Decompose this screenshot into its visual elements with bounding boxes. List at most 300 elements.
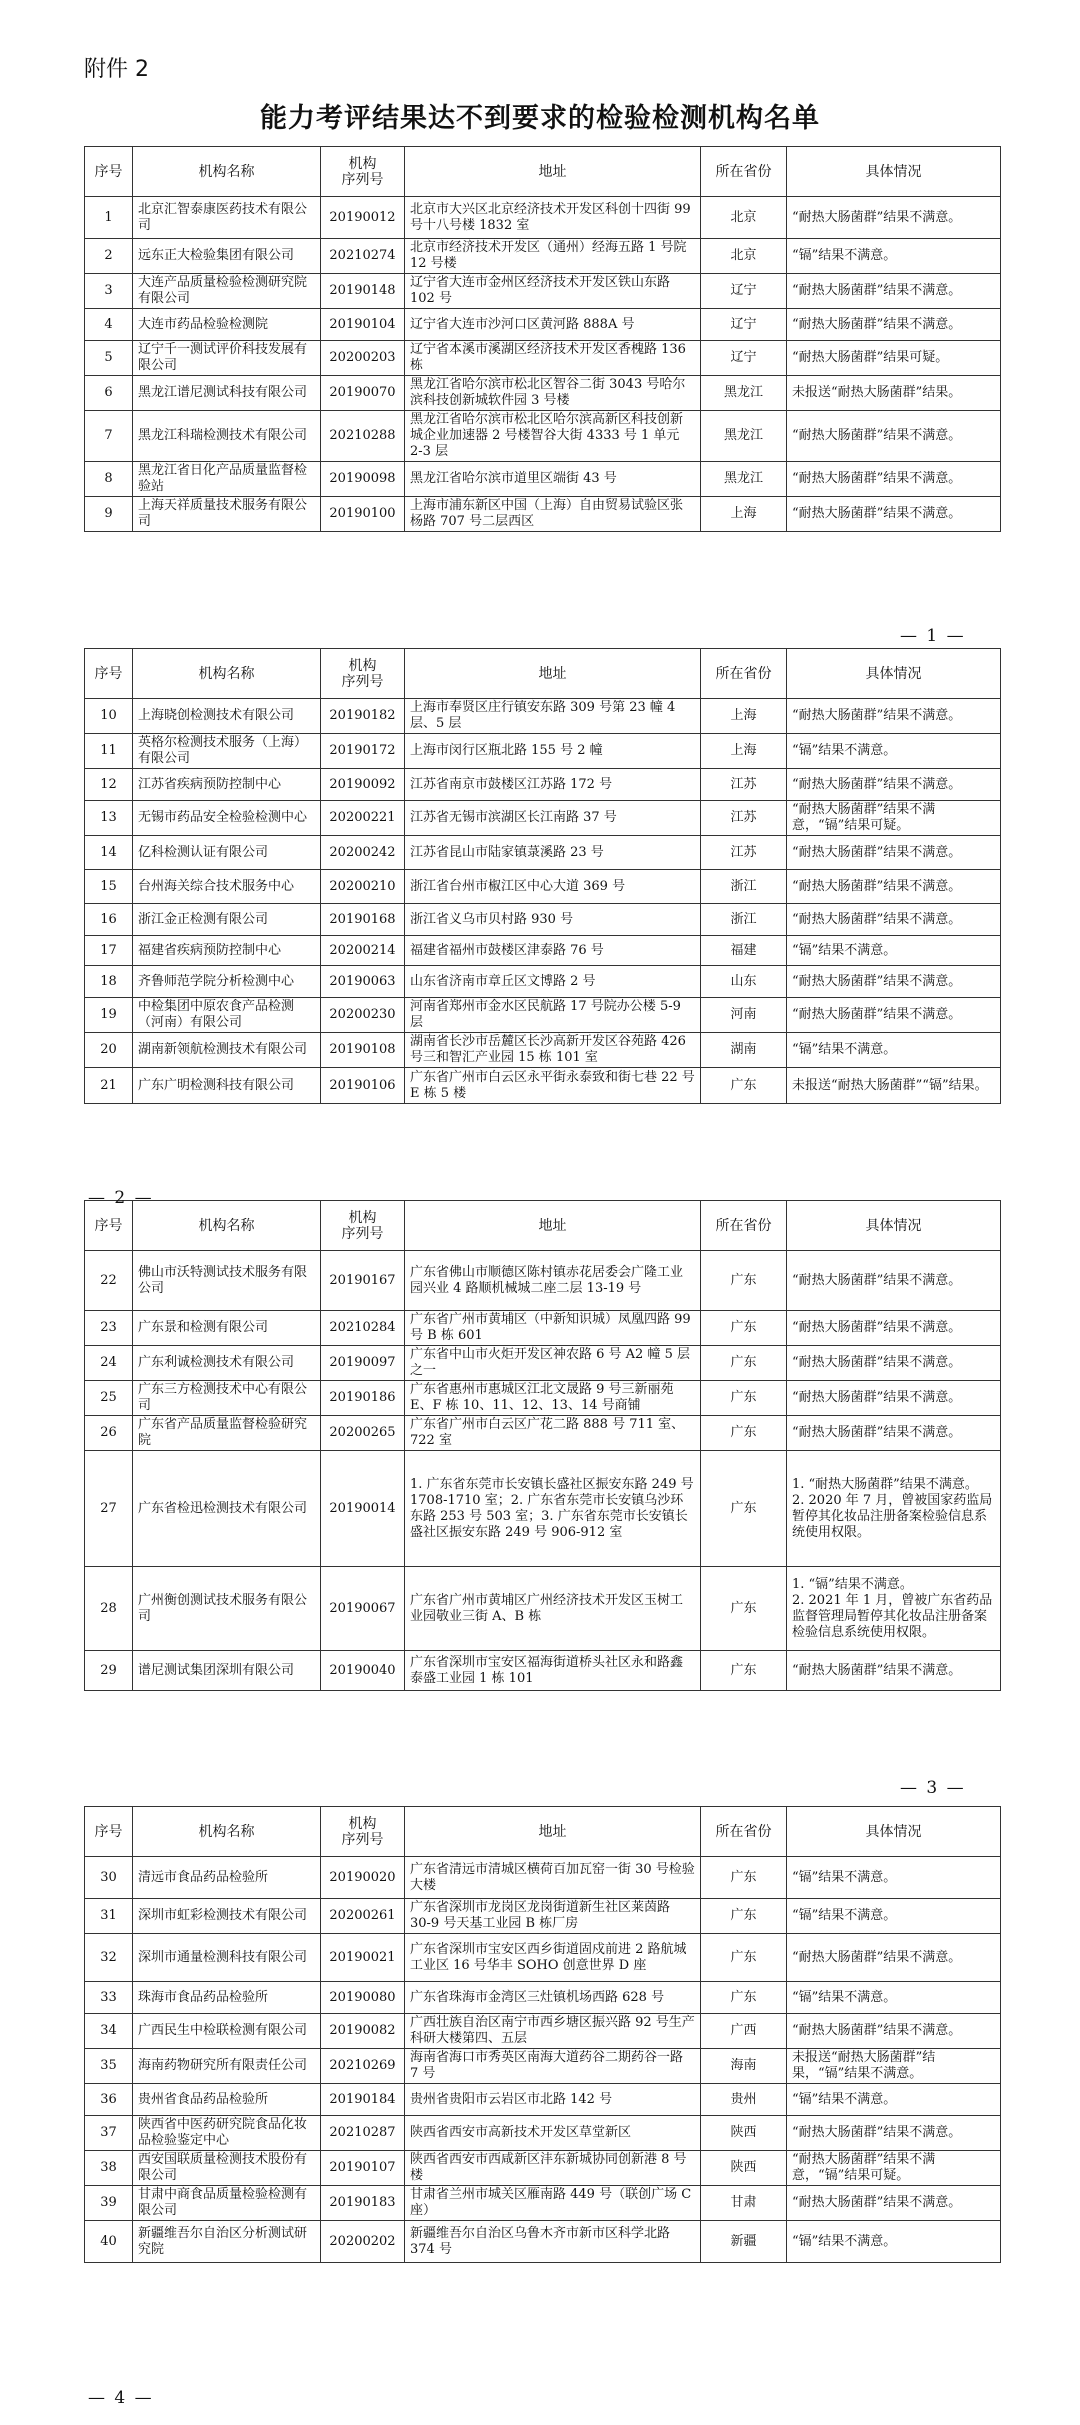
cell-province: 广东 — [701, 1381, 787, 1416]
cell-row-number: 12 — [85, 769, 133, 801]
cell-serial-number: 20190106 — [321, 1068, 405, 1104]
cell-institution-name: 湖南新领航检测技术有限公司 — [133, 1033, 321, 1068]
cell-serial-number: 20200230 — [321, 998, 405, 1033]
cell-address: 陕西省西安市西咸新区沣东新城协同创新港 8 号楼 — [405, 2151, 701, 2186]
cell-province: 广东 — [701, 1899, 787, 1934]
cell-status: “耐热大肠菌群”结果不满意。 — [787, 870, 1001, 904]
table-row — [85, 1451, 1001, 1567]
cell-serial-number: 20210287 — [321, 2116, 405, 2151]
cell-row-number: 8 — [85, 462, 133, 497]
cell-status: “耐热大肠菌群”结果不满意。 — [787, 2186, 1001, 2221]
cell-serial-number: 20190100 — [321, 497, 405, 532]
cell-status: “耐热大肠菌群”结果不满意。 — [787, 2116, 1001, 2151]
cell-status: “镉”结果不满意。 — [787, 734, 1001, 769]
cell-row-number: 32 — [85, 1934, 133, 1982]
cell-institution-name: 广东省检迅检测技术有限公司 — [133, 1451, 321, 1567]
cell-serial-number: 20200261 — [321, 1899, 405, 1934]
cell-province: 贵州 — [701, 2084, 787, 2116]
table-row — [85, 1934, 1001, 1982]
cell-province: 海南 — [701, 2049, 787, 2084]
table-row — [85, 341, 1001, 376]
cell-row-number: 20 — [85, 1033, 133, 1068]
cell-row-number: 29 — [85, 1651, 133, 1691]
cell-row-number: 27 — [85, 1451, 133, 1567]
table-row — [85, 734, 1001, 769]
cell-institution-name: 谱尼测试集团深圳有限公司 — [133, 1651, 321, 1691]
cell-serial-number: 20200242 — [321, 836, 405, 870]
cell-province: 北京 — [701, 239, 787, 274]
cell-serial-number: 20190040 — [321, 1651, 405, 1691]
cell-status: “镉”结果不满意。 — [787, 936, 1001, 966]
cell-serial-number: 20190082 — [321, 2014, 405, 2049]
cell-address: 上海市浦东新区中国（上海）自由贸易试验区张杨路 707 号二层西区 — [405, 497, 701, 532]
cell-row-number: 39 — [85, 2186, 133, 2221]
table-row — [85, 239, 1001, 274]
table-row — [85, 274, 1001, 309]
cell-row-number: 25 — [85, 1381, 133, 1416]
column-header-status: 具体情况 — [787, 649, 1001, 699]
table-row — [85, 1567, 1001, 1651]
column-header-province: 所在省份 — [701, 147, 787, 197]
cell-address: 新疆维吾尔自治区乌鲁木齐市新市区科学北路 374 号 — [405, 2221, 701, 2263]
cell-row-number: 24 — [85, 1346, 133, 1381]
cell-status: “耐热大肠菌群”结果不满意。 — [787, 904, 1001, 936]
column-header-province: 所在省份 — [701, 649, 787, 699]
table-row — [85, 1346, 1001, 1381]
cell-row-number: 16 — [85, 904, 133, 936]
column-header-row-number: 序号 — [85, 1807, 133, 1857]
cell-row-number: 5 — [85, 341, 133, 376]
table-row — [85, 1857, 1001, 1899]
cell-row-number: 6 — [85, 376, 133, 411]
cell-address: 北京市大兴区北京经济技术开发区科创十四街 99 号十八号楼 1832 室 — [405, 197, 701, 239]
cell-province: 浙江 — [701, 870, 787, 904]
table-row — [85, 462, 1001, 497]
cell-status: “耐热大肠菌群”结果不满意。 — [787, 1416, 1001, 1451]
cell-province: 浙江 — [701, 904, 787, 936]
cell-status: 未报送“耐热大肠菌群”结果。 — [787, 376, 1001, 411]
cell-province: 江苏 — [701, 801, 787, 836]
institution-table-page-1 — [84, 146, 1001, 532]
cell-status: “耐热大肠菌群”结果不满意。 — [787, 309, 1001, 341]
cell-row-number: 14 — [85, 836, 133, 870]
cell-serial-number: 20210284 — [321, 1311, 405, 1346]
cell-serial-number: 20190107 — [321, 2151, 405, 2186]
cell-institution-name: 广东省产品质量监督检验研究院 — [133, 1416, 321, 1451]
cell-address: 广东省佛山市顺德区陈村镇赤花居委会广隆工业园兴业 4 路顺机械城二座二层 13-19 号 — [405, 1251, 701, 1311]
cell-status: “镉”结果不满意。 — [787, 239, 1001, 274]
cell-address: 江苏省南京市鼓楼区江苏路 172 号 — [405, 769, 701, 801]
table-row — [85, 966, 1001, 998]
cell-status: “镉”结果不满意。 — [787, 1857, 1001, 1899]
column-header-row-number: 序号 — [85, 649, 133, 699]
cell-address: 广东省惠州市惠城区江北文晟路 9 号三新丽苑 E、F 栋 10、11、12、13、14 号商铺 — [405, 1381, 701, 1416]
table-row — [85, 1416, 1001, 1451]
cell-province: 广东 — [701, 1567, 787, 1651]
cell-serial-number: 20190183 — [321, 2186, 405, 2221]
cell-province: 江苏 — [701, 769, 787, 801]
cell-province: 湖南 — [701, 1033, 787, 1068]
cell-serial-number: 20190012 — [321, 197, 405, 239]
table-row — [85, 376, 1001, 411]
cell-province: 广东 — [701, 1934, 787, 1982]
column-header-address: 地址 — [405, 649, 701, 699]
column-header-status: 具体情况 — [787, 147, 1001, 197]
cell-address: 山东省济南市章丘区文博路 2 号 — [405, 966, 701, 998]
cell-status: “耐热大肠菌群”结果不满意。 — [787, 1651, 1001, 1691]
cell-institution-name: 广东三方检测技术中心有限公司 — [133, 1381, 321, 1416]
cell-address: 广东省深圳市龙岗区龙岗街道新生社区莱茵路 30-9 号天基工业园 B 栋厂房 — [405, 1899, 701, 1934]
cell-province: 上海 — [701, 734, 787, 769]
column-header-address: 地址 — [405, 147, 701, 197]
cell-institution-name: 清远市食品药品检验所 — [133, 1857, 321, 1899]
cell-address: 广东省珠海市金湾区三灶镇机场西路 628 号 — [405, 1982, 701, 2014]
cell-serial-number: 20190070 — [321, 376, 405, 411]
cell-address: 广东省清远市清城区横荷百加瓦窑一街 30 号检验大楼 — [405, 1857, 701, 1899]
cell-status: “耐热大肠菌群”结果不满意。 — [787, 998, 1001, 1033]
cell-address: 广东省广州市白云区广花二路 888 号 711 室、722 室 — [405, 1416, 701, 1451]
cell-serial-number: 20190186 — [321, 1381, 405, 1416]
cell-serial-number: 20200210 — [321, 870, 405, 904]
table-header-row — [85, 1807, 1001, 1857]
cell-status: 1. “镉”结果不满意。 2. 2021 年 1 月，曾被广东省药品监督管理局暂停其化妆品注册备案检验信息系统使用权限。 — [787, 1567, 1001, 1651]
cell-row-number: 21 — [85, 1068, 133, 1104]
cell-row-number: 34 — [85, 2014, 133, 2049]
cell-institution-name: 黑龙江省日化产品质量监督检验站 — [133, 462, 321, 497]
cell-province: 广东 — [701, 1857, 787, 1899]
page-title: 能力考评结果达不到要求的检验检测机构名单 — [260, 103, 820, 134]
cell-serial-number: 20190014 — [321, 1451, 405, 1567]
column-header-province: 所在省份 — [701, 1807, 787, 1857]
cell-status: “镉”结果不满意。 — [787, 1899, 1001, 1934]
cell-address: 福建省福州市鼓楼区津泰路 76 号 — [405, 936, 701, 966]
institution-table-page-3 — [84, 1200, 1001, 1691]
cell-status: “耐热大肠菌群”结果不满意。 — [787, 1311, 1001, 1346]
cell-address: 广东省广州市黄埔区（中新知识城）凤凰四路 99 号 B 栋 601 — [405, 1311, 701, 1346]
cell-address: 1. 广东省东莞市长安镇长盛社区振安东路 249 号 1708-1710 室；2. 广东省东莞市长安镇乌沙环东路 253 号 503 室；3. 广东省东莞市长安镇长盛社区振安东路 249 号 906-912 室 — [405, 1451, 701, 1567]
table-row — [85, 904, 1001, 936]
table-row — [85, 1251, 1001, 1311]
cell-province: 辽宁 — [701, 274, 787, 309]
column-header-status: 具体情况 — [787, 1807, 1001, 1857]
cell-institution-name: 广东景和检测有限公司 — [133, 1311, 321, 1346]
column-header-institution-name: 机构名称 — [133, 1807, 321, 1857]
cell-address: 陕西省西安市高新技术开发区草堂新区 — [405, 2116, 701, 2151]
cell-row-number: 17 — [85, 936, 133, 966]
cell-serial-number: 20210274 — [321, 239, 405, 274]
cell-institution-name: 辽宁千一测试评价科技发展有限公司 — [133, 341, 321, 376]
cell-serial-number: 20190067 — [321, 1567, 405, 1651]
cell-province: 陕西 — [701, 2116, 787, 2151]
institution-table-page-2 — [84, 648, 1001, 1104]
cell-status: “耐热大肠菌群”结果不满意。 — [787, 462, 1001, 497]
cell-status: “耐热大肠菌群”结果不满意。 — [787, 769, 1001, 801]
column-header-row-number: 序号 — [85, 147, 133, 197]
cell-institution-name: 江苏省疾病预防控制中心 — [133, 769, 321, 801]
cell-address: 北京市经济技术开发区（通州）经海五路 1 号院 12 号楼 — [405, 239, 701, 274]
cell-row-number: 26 — [85, 1416, 133, 1451]
cell-province: 广东 — [701, 1346, 787, 1381]
cell-row-number: 2 — [85, 239, 133, 274]
institution-table-page-4 — [84, 1806, 1001, 2263]
cell-serial-number: 20210269 — [321, 2049, 405, 2084]
cell-province: 黑龙江 — [701, 376, 787, 411]
column-header-institution-name: 机构名称 — [133, 649, 321, 699]
cell-row-number: 40 — [85, 2221, 133, 2263]
table-row — [85, 2116, 1001, 2151]
cell-serial-number: 20190108 — [321, 1033, 405, 1068]
cell-institution-name: 西安国联质量检测技术股份有限公司 — [133, 2151, 321, 2186]
page-number-2: — 2 — — [88, 1188, 154, 1208]
cell-serial-number: 20190168 — [321, 904, 405, 936]
cell-status: “耐热大肠菌群”结果不满意。 — [787, 197, 1001, 239]
cell-institution-name: 海南药物研究所有限责任公司 — [133, 2049, 321, 2084]
cell-province: 江苏 — [701, 836, 787, 870]
column-header-serial-number: 机构 序列号 — [321, 1807, 405, 1857]
cell-institution-name: 上海天祥质量技术服务有限公司 — [133, 497, 321, 532]
cell-serial-number: 20190080 — [321, 1982, 405, 2014]
cell-institution-name: 珠海市食品药品检验所 — [133, 1982, 321, 2014]
cell-serial-number: 20200214 — [321, 936, 405, 966]
cell-serial-number: 20190184 — [321, 2084, 405, 2116]
table-header-row — [85, 147, 1001, 197]
cell-address: 广东省深圳市宝安区西乡街道固戍前进 2 路航城工业区 16 号华丰 SOHO 创意世界 D 座 — [405, 1934, 701, 1982]
table-row — [85, 309, 1001, 341]
cell-serial-number: 20190172 — [321, 734, 405, 769]
cell-serial-number: 20190097 — [321, 1346, 405, 1381]
page-number-4: — 4 — — [88, 2388, 154, 2408]
table-row — [85, 998, 1001, 1033]
cell-province: 甘肃 — [701, 2186, 787, 2221]
cell-province: 广东 — [701, 1451, 787, 1567]
cell-status: “耐热大肠菌群”结果不满意，“镉”结果可疑。 — [787, 2151, 1001, 2186]
cell-institution-name: 大连产品质量检验检测研究院有限公司 — [133, 274, 321, 309]
table-row — [85, 197, 1001, 239]
cell-status: “耐热大肠菌群”结果可疑。 — [787, 341, 1001, 376]
column-header-serial-number: 机构 序列号 — [321, 1201, 405, 1251]
cell-row-number: 37 — [85, 2116, 133, 2151]
table-row — [85, 936, 1001, 966]
cell-province: 黑龙江 — [701, 411, 787, 462]
cell-status: “耐热大肠菌群”结果不满意，“镉”结果可疑。 — [787, 801, 1001, 836]
cell-address: 辽宁省大连市沙河口区黄河路 888A 号 — [405, 309, 701, 341]
cell-address: 广西壮族自治区南宁市西乡塘区振兴路 92 号生产科研大楼第四、五层 — [405, 2014, 701, 2049]
cell-institution-name: 齐鲁师范学院分析检测中心 — [133, 966, 321, 998]
table-row — [85, 2049, 1001, 2084]
cell-institution-name: 佛山市沃特测试技术服务有限公司 — [133, 1251, 321, 1311]
table-header-row — [85, 649, 1001, 699]
cell-status: “镉”结果不满意。 — [787, 1033, 1001, 1068]
cell-status: “镉”结果不满意。 — [787, 2221, 1001, 2263]
cell-province: 北京 — [701, 197, 787, 239]
column-header-institution-name: 机构名称 — [133, 1201, 321, 1251]
cell-status: “耐热大肠菌群”结果不满意。 — [787, 497, 1001, 532]
cell-status: 未报送“耐热大肠菌群”结果，“镉”结果不满意。 — [787, 2049, 1001, 2084]
cell-address: 广东省广州市白云区永平街永泰致和街七巷 22 号 E 栋 5 楼 — [405, 1068, 701, 1104]
cell-province: 广东 — [701, 1416, 787, 1451]
table-row — [85, 1381, 1001, 1416]
cell-address: 贵州省贵阳市云岩区市北路 142 号 — [405, 2084, 701, 2116]
cell-address: 江苏省无锡市滨湖区长江南路 37 号 — [405, 801, 701, 836]
cell-status: “耐热大肠菌群”结果不满意。 — [787, 1346, 1001, 1381]
cell-institution-name: 福建省疾病预防控制中心 — [133, 936, 321, 966]
table-row — [85, 411, 1001, 462]
cell-status: “耐热大肠菌群”结果不满意。 — [787, 1934, 1001, 1982]
cell-institution-name: 远东正大检验集团有限公司 — [133, 239, 321, 274]
cell-row-number: 23 — [85, 1311, 133, 1346]
cell-institution-name: 台州海关综合技术服务中心 — [133, 870, 321, 904]
table-row — [85, 1651, 1001, 1691]
cell-address: 辽宁省本溪市溪湖区经济技术开发区香槐路 136 栋 — [405, 341, 701, 376]
table-row — [85, 2014, 1001, 2049]
cell-institution-name: 亿科检测认证有限公司 — [133, 836, 321, 870]
cell-institution-name: 广州衡创测试技术服务有限公司 — [133, 1567, 321, 1651]
table-row — [85, 2084, 1001, 2116]
cell-status: “耐热大肠菌群”结果不满意。 — [787, 411, 1001, 462]
cell-address: 浙江省台州市椒江区中心大道 369 号 — [405, 870, 701, 904]
cell-address: 浙江省义乌市贝村路 930 号 — [405, 904, 701, 936]
cell-row-number: 28 — [85, 1567, 133, 1651]
column-header-address: 地址 — [405, 1201, 701, 1251]
cell-row-number: 7 — [85, 411, 133, 462]
table-row — [85, 870, 1001, 904]
table-row — [85, 2186, 1001, 2221]
cell-row-number: 38 — [85, 2151, 133, 2186]
cell-row-number: 35 — [85, 2049, 133, 2084]
table-row — [85, 699, 1001, 734]
cell-province: 新疆 — [701, 2221, 787, 2263]
cell-province: 广东 — [701, 1068, 787, 1104]
cell-status: “耐热大肠菌群”结果不满意。 — [787, 966, 1001, 998]
cell-status: “耐热大肠菌群”结果不满意。 — [787, 836, 1001, 870]
table-row — [85, 1033, 1001, 1068]
column-header-serial-number: 机构 序列号 — [321, 649, 405, 699]
cell-status: “耐热大肠菌群”结果不满意。 — [787, 1251, 1001, 1311]
cell-institution-name: 贵州省食品药品检验所 — [133, 2084, 321, 2116]
cell-institution-name: 浙江金正检测有限公司 — [133, 904, 321, 936]
cell-institution-name: 北京汇智泰康医药技术有限公司 — [133, 197, 321, 239]
cell-status: “耐热大肠菌群”结果不满意。 — [787, 1381, 1001, 1416]
cell-address: 甘肃省兰州市城关区雁南路 449 号（联创广场 C 座） — [405, 2186, 701, 2221]
column-header-institution-name: 机构名称 — [133, 147, 321, 197]
cell-serial-number: 20190167 — [321, 1251, 405, 1311]
table-header-row — [85, 1201, 1001, 1251]
table-row — [85, 2221, 1001, 2263]
cell-address: 上海市闵行区瓶北路 155 号 2 幢 — [405, 734, 701, 769]
cell-address: 江苏省昆山市陆家镇菉溪路 23 号 — [405, 836, 701, 870]
cell-institution-name: 大连市药品检验检测院 — [133, 309, 321, 341]
cell-row-number: 11 — [85, 734, 133, 769]
cell-serial-number: 20190098 — [321, 462, 405, 497]
column-header-status: 具体情况 — [787, 1201, 1001, 1251]
cell-serial-number: 20200265 — [321, 1416, 405, 1451]
column-header-serial-number: 机构 序列号 — [321, 147, 405, 197]
cell-province: 辽宁 — [701, 309, 787, 341]
cell-institution-name: 上海晓创检测技术有限公司 — [133, 699, 321, 734]
cell-institution-name: 广东利诚检测技术有限公司 — [133, 1346, 321, 1381]
cell-serial-number: 20190021 — [321, 1934, 405, 1982]
cell-serial-number: 20200221 — [321, 801, 405, 836]
cell-address: 上海市奉贤区庄行镇安东路 309 号第 23 幢 4 层、5 层 — [405, 699, 701, 734]
table-row — [85, 497, 1001, 532]
cell-institution-name: 甘肃中商食品质量检验检测有限公司 — [133, 2186, 321, 2221]
cell-province: 广东 — [701, 1251, 787, 1311]
table-row — [85, 1899, 1001, 1934]
cell-province: 广东 — [701, 1651, 787, 1691]
cell-province: 黑龙江 — [701, 462, 787, 497]
cell-row-number: 10 — [85, 699, 133, 734]
cell-serial-number: 20190182 — [321, 699, 405, 734]
cell-institution-name: 黑龙江谱尼测试科技有限公司 — [133, 376, 321, 411]
cell-institution-name: 广东广明检测科技有限公司 — [133, 1068, 321, 1104]
cell-institution-name: 广西民生中检联检测有限公司 — [133, 2014, 321, 2049]
cell-status: “耐热大肠菌群”结果不满意。 — [787, 699, 1001, 734]
cell-serial-number: 20200202 — [321, 2221, 405, 2263]
cell-province: 福建 — [701, 936, 787, 966]
table-row — [85, 836, 1001, 870]
cell-province: 广东 — [701, 1311, 787, 1346]
cell-status: “耐热大肠菌群”结果不满意。 — [787, 2014, 1001, 2049]
cell-row-number: 22 — [85, 1251, 133, 1311]
cell-status: “耐热大肠菌群”结果不满意。 — [787, 274, 1001, 309]
cell-institution-name: 中检集团中原农食产品检测（河南）有限公司 — [133, 998, 321, 1033]
cell-institution-name: 新疆维吾尔自治区分析测试研究院 — [133, 2221, 321, 2263]
cell-province: 辽宁 — [701, 341, 787, 376]
cell-address: 辽宁省大连市金州区经济技术开发区铁山东路 102 号 — [405, 274, 701, 309]
cell-province: 山东 — [701, 966, 787, 998]
table-row — [85, 1982, 1001, 2014]
cell-institution-name: 深圳市通量检测科技有限公司 — [133, 1934, 321, 1982]
cell-province: 上海 — [701, 497, 787, 532]
cell-row-number: 3 — [85, 274, 133, 309]
cell-institution-name: 深圳市虹彩检测技术有限公司 — [133, 1899, 321, 1934]
cell-institution-name: 黑龙江科瑞检测技术有限公司 — [133, 411, 321, 462]
cell-address: 黑龙江省哈尔滨市松北区智谷二街 3043 号哈尔滨科技创新城软件园 3 号楼 — [405, 376, 701, 411]
cell-status: “镉”结果不满意。 — [787, 1982, 1001, 2014]
cell-province: 上海 — [701, 699, 787, 734]
cell-status: 未报送“耐热大肠菌群”“镉”结果。 — [787, 1068, 1001, 1104]
cell-row-number: 4 — [85, 309, 133, 341]
cell-row-number: 15 — [85, 870, 133, 904]
page-number-1: — 1 — — [900, 626, 966, 646]
cell-serial-number: 20190148 — [321, 274, 405, 309]
cell-serial-number: 20190104 — [321, 309, 405, 341]
cell-row-number: 30 — [85, 1857, 133, 1899]
cell-serial-number: 20190092 — [321, 769, 405, 801]
cell-status: “镉”结果不满意。 — [787, 2084, 1001, 2116]
cell-province: 陕西 — [701, 2151, 787, 2186]
cell-row-number: 31 — [85, 1899, 133, 1934]
cell-row-number: 18 — [85, 966, 133, 998]
cell-address: 广东省深圳市宝安区福海街道桥头社区永和路鑫泰盛工业园 1 栋 101 — [405, 1651, 701, 1691]
cell-row-number: 36 — [85, 2084, 133, 2116]
cell-institution-name: 英格尔检测技术服务（上海）有限公司 — [133, 734, 321, 769]
table-row — [85, 1068, 1001, 1104]
cell-address: 海南省海口市秀英区南海大道药谷二期药谷一路 7 号 — [405, 2049, 701, 2084]
column-header-row-number: 序号 — [85, 1201, 133, 1251]
cell-serial-number: 20210288 — [321, 411, 405, 462]
cell-institution-name: 无锡市药品安全检验检测中心 — [133, 801, 321, 836]
page-number-3: — 3 — — [900, 1778, 966, 1798]
table-row — [85, 1311, 1001, 1346]
cell-institution-name: 陕西省中医药研究院食品化妆品检验鉴定中心 — [133, 2116, 321, 2151]
cell-address: 黑龙江省哈尔滨市道里区端街 43 号 — [405, 462, 701, 497]
cell-address: 广东省中山市火炬开发区神农路 6 号 A2 幢 5 层之一 — [405, 1346, 701, 1381]
cell-serial-number: 20190063 — [321, 966, 405, 998]
cell-row-number: 19 — [85, 998, 133, 1033]
cell-address: 河南省郑州市金水区民航路 17 号院办公楼 5-9 层 — [405, 998, 701, 1033]
cell-serial-number: 20200203 — [321, 341, 405, 376]
